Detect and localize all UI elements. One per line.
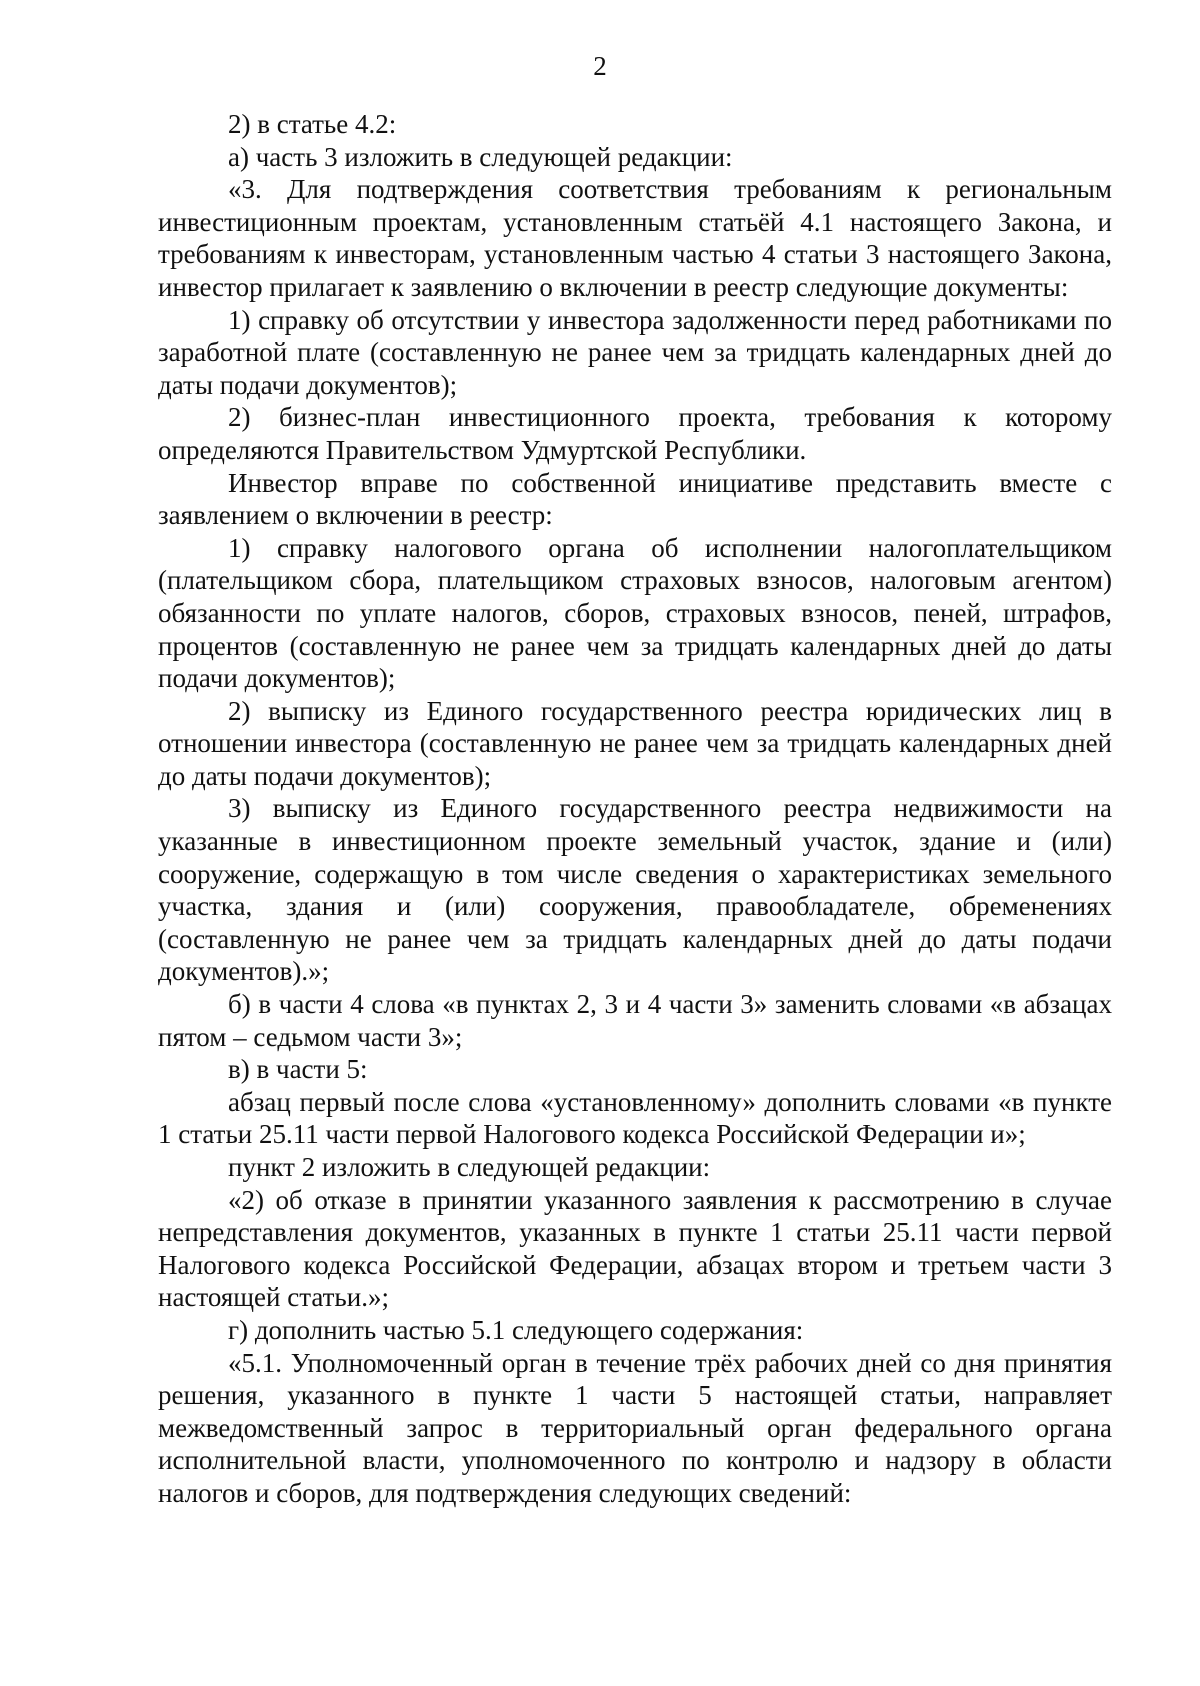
paragraph-part-3-text: «3. Для подтверждения соответствия требованиям к региональным инвестиционным проектам, установленным статьёй 4.1 настоящего Закона, и требованиям к инвесторам, установленным частью 4 статьи 3 настоящего Закона, инвестор прилагает к заявлению о включении в реестр следующие документы: <box>158 174 1112 302</box>
paragraph-part-5-heading: в) в части 5: <box>228 1054 368 1085</box>
paragraph-optional-item-2: 2) выписку из Единого государственного реестра юридических лиц в отношении инвестора (составленную не ранее чем за тридцать календарных дней до даты подачи документов); <box>158 695 1112 791</box>
paragraph-part-4-change: б) в части 4 слова «в пунктах 2, 3 и 4 части 3» заменить словами «в абзацах пятом – седьмом части 3»; <box>158 989 1112 1052</box>
paragraph-part-5-first: абзац первый после слова «установленному» дополнить словами «в пункте 1 статьи 25.11 части первой Налогового кодекса Российской Федерации и»; <box>158 1086 1112 1150</box>
document-body <box>158 108 1112 1510</box>
paragraph-article-4-2: 2) в статье 4.2: <box>228 109 397 139</box>
paragraph-optional-item-3: 3) выписку из Единого государственного реестра недвижимости на указанные в инвестиционном проекте земельный участок, здание и (или) сооружение, содержащую в том числе сведения о характеристиках земельного участка, здания и (или) сооружения, правообладателе, обременениях (составленную не ранее чем за тридцать календарных дней до даты подачи документов).»; <box>158 793 1112 987</box>
paragraph-list-item-2: 2) бизнес-план инвестиционного проекта, требования к которому определяются Правительством Удмуртской Республики. <box>158 402 1112 465</box>
paragraph-optional-item-1: 1) справку налогового органа об исполнении налогоплательщиком (плательщиком сбора, плательщиком страховых взносов, налоговым агентом) обязанности по уплате налогов, сборов, страховых взносов, пеней, штрафов, процентов (составленную не ранее чем за тридцать календарных дней до даты подачи документов); <box>158 532 1112 694</box>
paragraph-part-5-1-text: «5.1. Уполномоченный орган в течение трёх рабочих дней со дня принятия решения, указанного в пункте 1 части 5 настоящей статьи, направляет межведомственный запрос в территориальный орган федерального органа исполнительной власти, уполномоченного по контролю и надзору в области налогов и сборов, для подтверждения следующих сведений: <box>158 1347 1112 1508</box>
page-number: 2 <box>593 51 607 81</box>
paragraph-part-3-heading: а) часть 3 изложить в следующей редакции: <box>228 141 733 172</box>
paragraph-point-2-text: «2) об отказе в принятии указанного заявления к рассмотрению в случае непредставления документов, указанных в пункте 1 статьи 25.11 части первой Налогового кодекса Российской Федерации, абзацах втором и третьем части 3 настоящей статьи.»; <box>158 1184 1112 1313</box>
paragraph-investor-right: Инвестор вправе по собственной инициативе представить вместе с заявлением о включении в реестр: <box>158 467 1112 531</box>
paragraph-list-item-1: 1) справку об отсутствии у инвестора задолженности перед работниками по заработной плате (составленную не ранее чем за тридцать календарных дней до даты подачи документов); <box>158 304 1112 400</box>
paragraph-part-5-1-heading: г) дополнить частью 5.1 следующего содержания: <box>228 1314 804 1345</box>
paragraph-point-2-heading: пункт 2 изложить в следующей редакции: <box>228 1152 711 1182</box>
